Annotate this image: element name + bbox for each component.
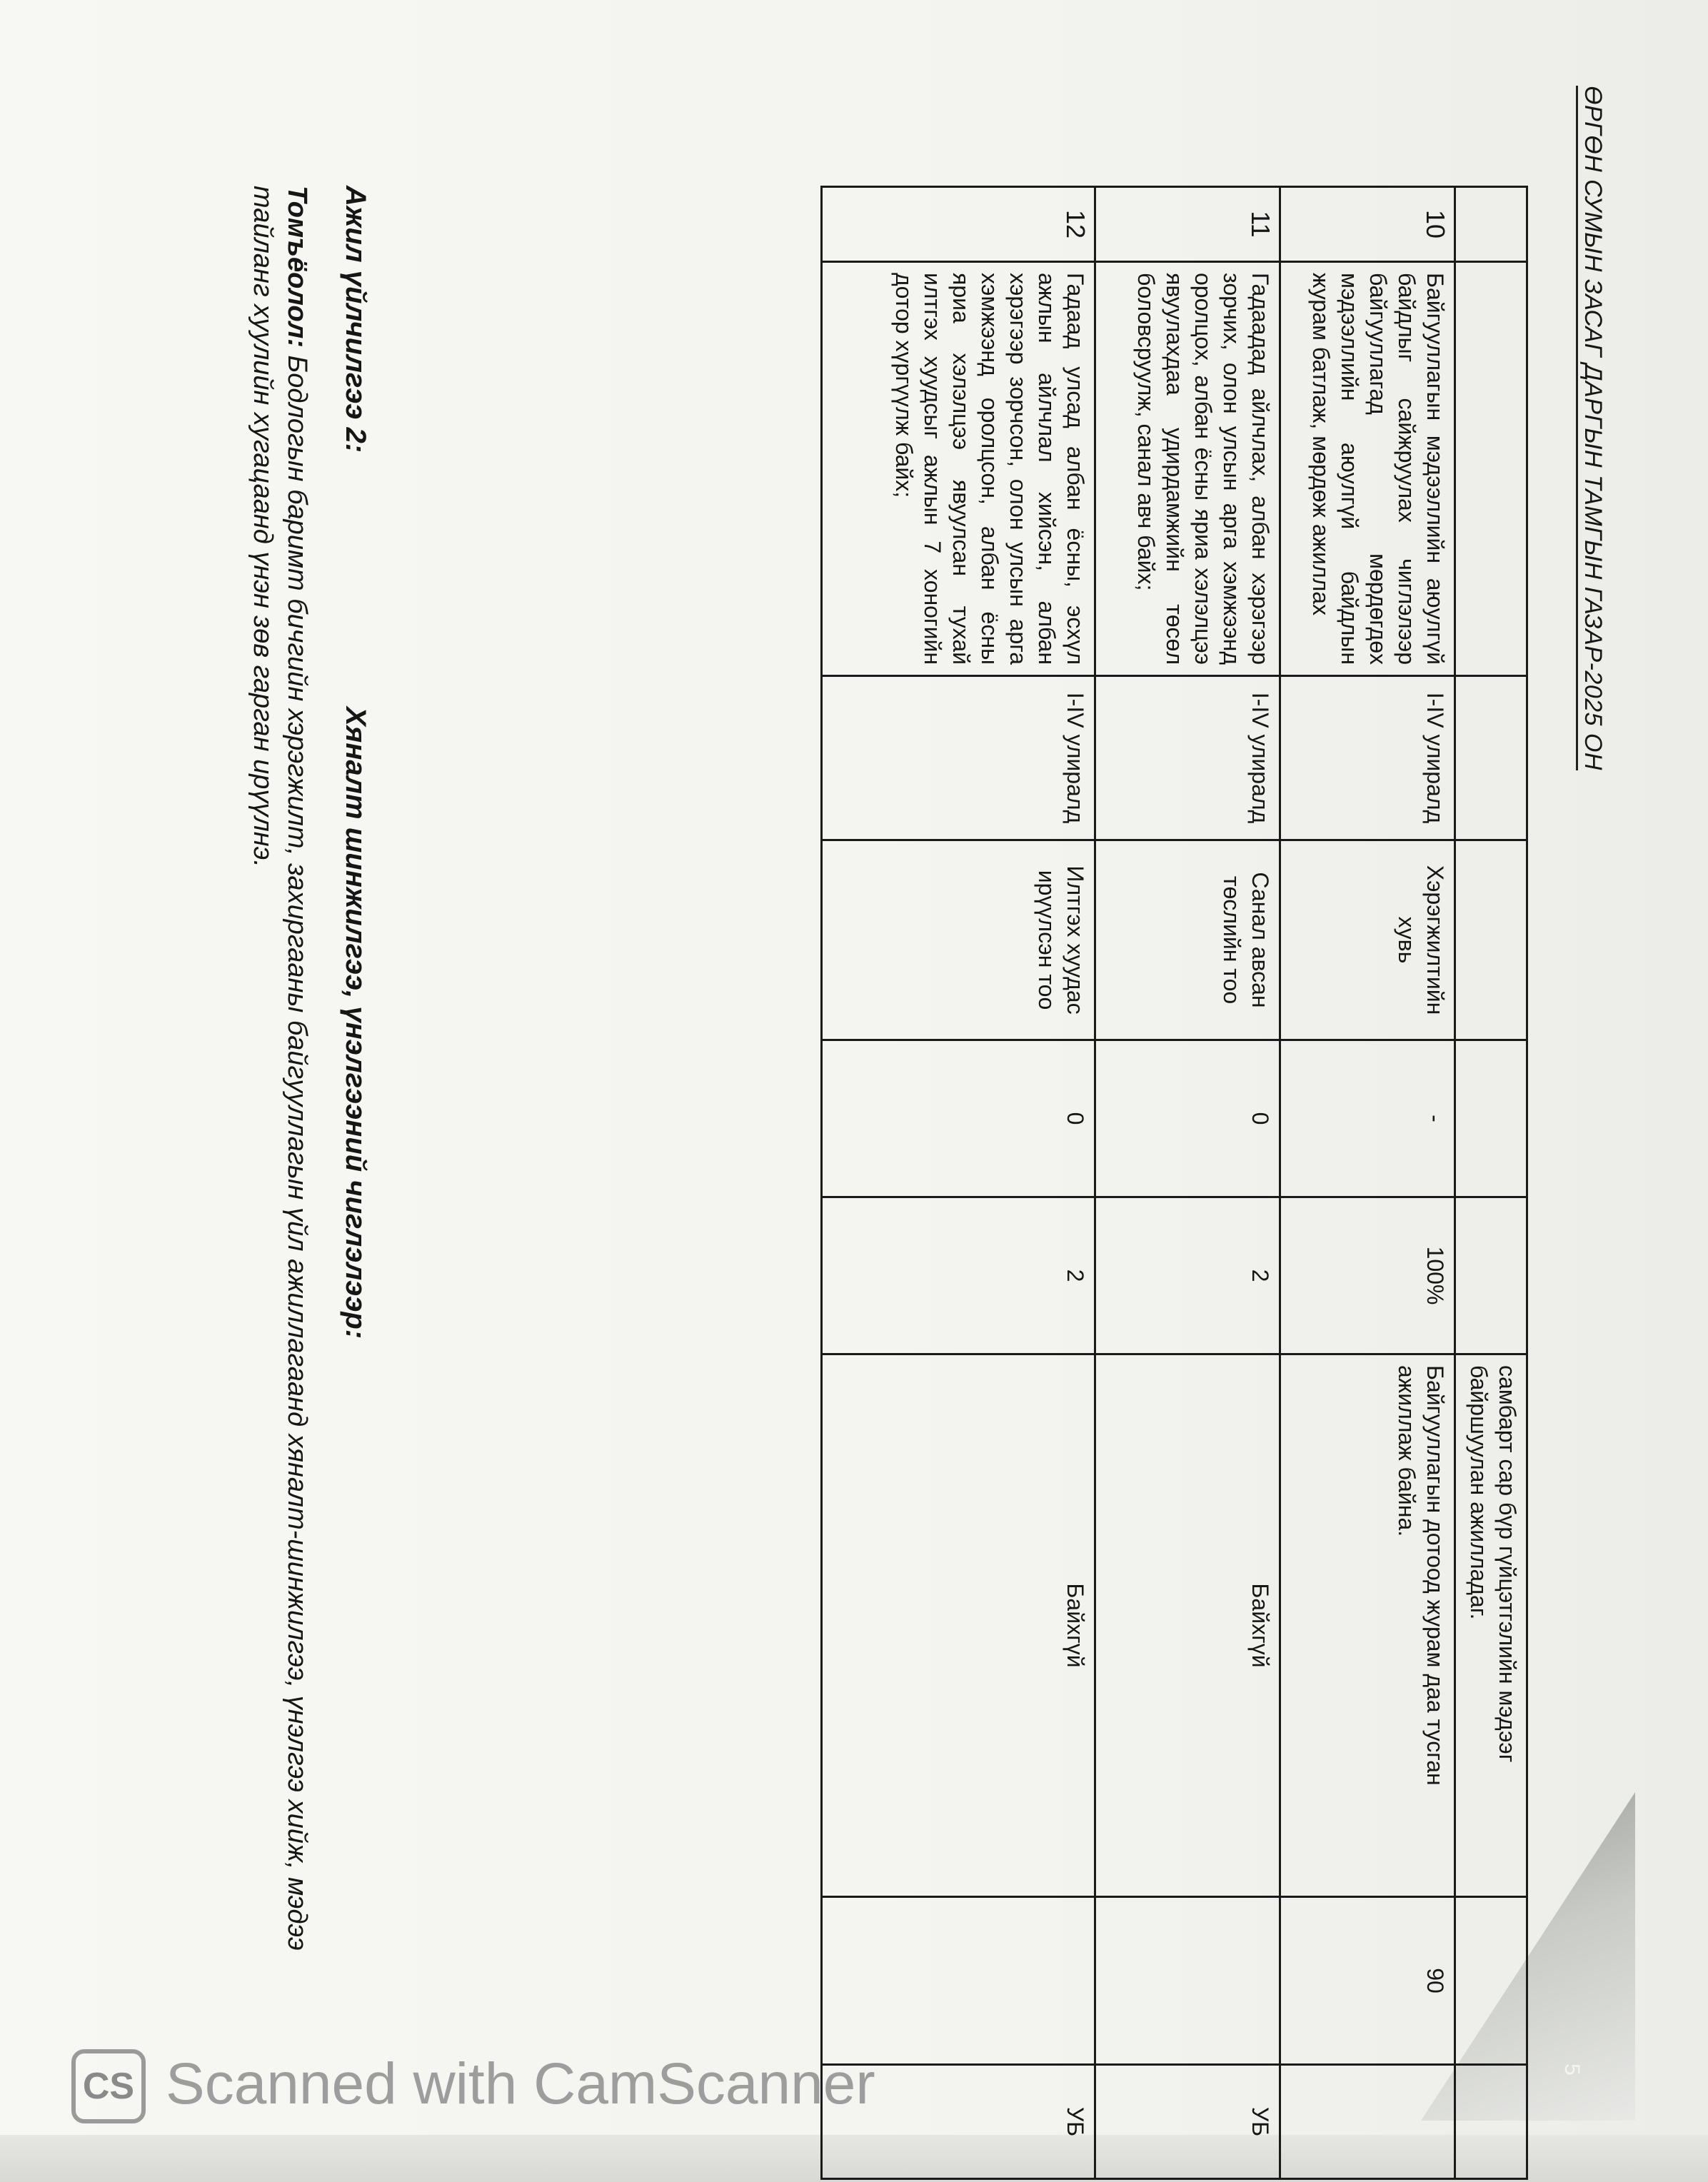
camscanner-logo-icon: CS bbox=[71, 2049, 146, 2123]
cell-baseline: - bbox=[1280, 1040, 1455, 1197]
cell-status: Байхгүй bbox=[822, 1354, 1095, 1897]
cell-baseline bbox=[1455, 1040, 1527, 1197]
cell-baseline: 0 bbox=[1095, 1040, 1280, 1197]
cell-period: I-IV улиралд bbox=[822, 676, 1095, 840]
table-row bbox=[822, 187, 1095, 2179]
cell-target: 2 bbox=[1095, 1197, 1280, 1354]
page-number: 5 bbox=[1560, 2063, 1584, 2076]
cell-task: Байгууллагын мэдээллийн аюулгүй байдлыг сайжруулах чиглэлээр байгууллагад мөрдөгдөх мэдээллийн аюулгүй байдлын журам батлаж, мөрдөж ажиллах bbox=[1280, 262, 1455, 676]
cell-task: Гадаад улсад албан ёсны, эсхүл ажлын айлчлал хийсэн, албан хэрэгээр зорчсон, олон улсын арга хэмжээнд оролцсон, албан ёсны яриа хэлэлцээ явуулсан тухай илтгэх хуудсыг ажлын 7 хоногийн дотор хүргүүлж байх; bbox=[822, 262, 1095, 676]
cell-period bbox=[1455, 676, 1527, 840]
section-heading: Ажил үйлчилгээ 2: bbox=[340, 186, 371, 453]
cell-indicator: Санал авсан төслийн тоо bbox=[1095, 840, 1280, 1040]
cell-num: 12 bbox=[822, 187, 1095, 262]
cell-num: 10 bbox=[1280, 187, 1455, 262]
cell-task bbox=[1455, 262, 1527, 676]
cell-resp: УБ bbox=[822, 2065, 1095, 2179]
cell-target bbox=[1455, 1197, 1527, 1354]
formulation-text: Бодлогын баримт бичгийн хэрэгжилт, захиргааны байгууллагын үйл ажиллагаанд хяналт-шинжилгээ, үнэлгээ хийж, мэдээ тайланг хуулийн хугацаанд үнэн зөв гарган ирүүлнэ. bbox=[248, 186, 312, 1951]
cell-status: Байгууллагын дотоод журам даа тусган ажиллаж байна. bbox=[1280, 1354, 1455, 1897]
cell-target: 2 bbox=[822, 1197, 1095, 1354]
cell-num: 11 bbox=[1095, 187, 1280, 262]
cell-resp bbox=[1280, 2065, 1455, 2179]
cell-status: Байхгүй bbox=[1095, 1354, 1280, 1897]
cell-score: 90 bbox=[1280, 1897, 1455, 2065]
plan-table bbox=[820, 186, 1528, 2180]
table-row bbox=[1455, 187, 1527, 2179]
cell-indicator bbox=[1455, 840, 1527, 1040]
cell-task: Гадаадад айлчлах, албан хэрэгээр зорчих, олон улсын арга хэмжээнд оролцох, албан ёсны яриа хэлэлцээ явуулахдаа удирдамжийн төсөл боловсруулж, санал авч байх; bbox=[1095, 262, 1280, 676]
cell-score bbox=[822, 1897, 1095, 2065]
cell-num bbox=[1455, 187, 1527, 262]
cell-indicator: Илтгэх хуудас ирүүлсэн тоо bbox=[822, 840, 1095, 1040]
cell-status: самбарт сар бүр гүйцэтгэлийн мэдээг байршуулан ажилладаг. bbox=[1455, 1354, 1527, 1897]
cell-score bbox=[1455, 1897, 1527, 2065]
cell-period: I-IV улиралд bbox=[1280, 676, 1455, 840]
cell-resp: УБ bbox=[1095, 2065, 1280, 2179]
cell-target: 100% bbox=[1280, 1197, 1455, 1354]
table-row bbox=[1095, 187, 1280, 2179]
table-row bbox=[1280, 187, 1455, 2179]
header-title: ӨРГӨН СУМЫН ЗАСАГ ДАРГЫН ТАМГЫН ГАЗАР-2025 ОН bbox=[1576, 86, 1607, 770]
formulation-paragraph bbox=[246, 186, 314, 2042]
watermark-text: Scanned with CamScanner bbox=[166, 2051, 875, 2116]
cell-score bbox=[1095, 1897, 1280, 2065]
cell-resp bbox=[1455, 2065, 1527, 2179]
section-subheading: Хяналт шинжилгээ, үнэлгээний чиглэлээр: bbox=[340, 707, 371, 1339]
cell-period: I-IV улиралд bbox=[1095, 676, 1280, 840]
rotated-document bbox=[107, 64, 1607, 2137]
document-header bbox=[1557, 86, 1607, 2085]
cell-baseline: 0 bbox=[822, 1040, 1095, 1197]
formulation-label: Томъёолол: bbox=[282, 186, 312, 348]
cell-indicator: Хэрэгжилтийн хувь bbox=[1280, 840, 1455, 1040]
